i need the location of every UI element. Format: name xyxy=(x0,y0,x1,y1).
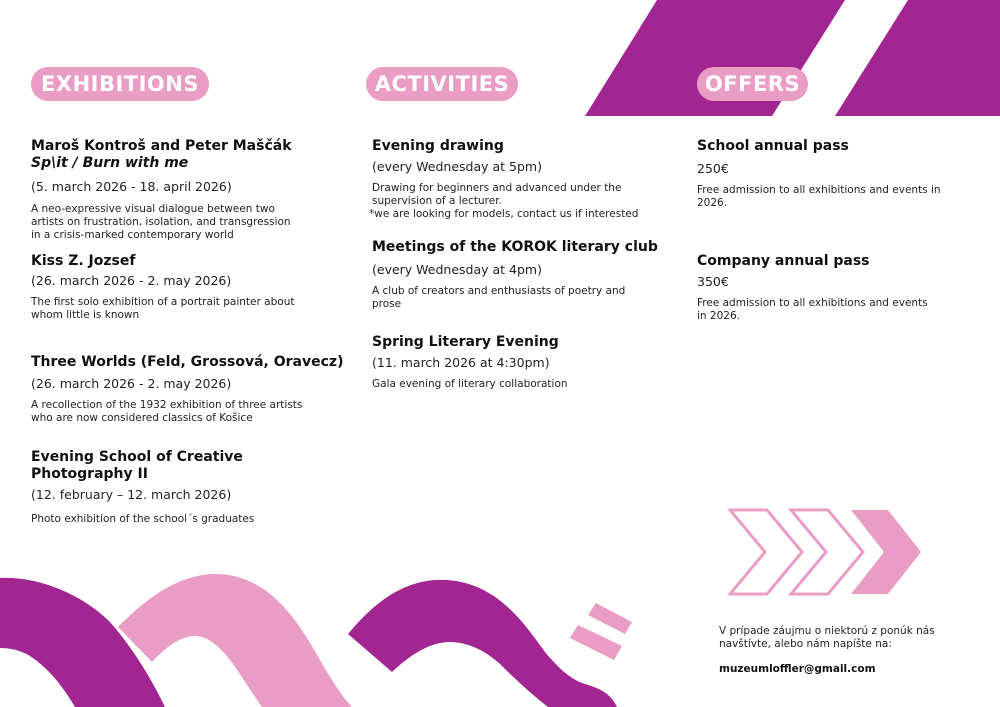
chevrons-icon xyxy=(730,510,921,594)
exhibition-desc-line: The first solo exhibition of a portrait painter about xyxy=(31,296,295,308)
activity-schedule: (every Wednesday at 5pm) xyxy=(372,159,542,174)
top-slant-right xyxy=(835,0,1000,116)
activity-schedule: (11. march 2026 at 4:30pm) xyxy=(372,355,550,370)
exhibition-title: Maroš Kontroš and Peter Maščák xyxy=(31,138,292,154)
activity-desc-line: prose xyxy=(372,298,402,310)
wave-segment-purple-right xyxy=(348,580,617,707)
exhibition-desc-line: in a crisis-marked contemporary world xyxy=(31,229,234,241)
activity-desc-line: Gala evening of literary collaboration xyxy=(372,378,568,390)
activity-title: Evening drawing xyxy=(372,138,504,154)
exhibitions-heading: EXHIBITIONS xyxy=(31,67,209,101)
exhibition-desc-line: whom little is known xyxy=(31,309,140,321)
offer-desc-line: Free admission to all exhibitions and events xyxy=(697,297,928,309)
exhibition-dates: (26. march 2026 - 2. may 2026) xyxy=(31,376,232,391)
contact-email-link[interactable]: muzeumloffler@gmail.com xyxy=(719,663,876,675)
exhibition-dates: (26. march 2026 - 2. may 2026) xyxy=(31,273,232,288)
exhibition-desc-line: A neo-expressive visual dialogue between two xyxy=(31,203,275,215)
exhibition-title: Three Worlds (Feld, Grossová, Oravecz) xyxy=(31,354,344,370)
activity-title: Spring Literary Evening xyxy=(372,334,559,350)
exhibition-title: Evening School of Creative xyxy=(31,449,243,465)
activities-heading: ACTIVITIES xyxy=(366,67,518,101)
stripe-bottom xyxy=(570,625,622,660)
offer-desc-line: 2026. xyxy=(697,197,728,209)
exhibition-dates: (5. march 2026 - 18. april 2026) xyxy=(31,179,232,194)
activity-schedule: (every Wednesday at 4pm) xyxy=(372,262,542,277)
contact-text-line: navštívte, alebo nám napíšte na: xyxy=(719,638,892,650)
activity-desc-line: supervision of a lecturer. xyxy=(372,195,502,207)
activity-desc-line: Drawing for beginners and advanced under the xyxy=(372,182,622,194)
contact-text-line: V prípade záujmu o niektorú z ponúk nás xyxy=(719,625,935,637)
exhibition-desc-line: who are now considered classics of Košice xyxy=(31,412,253,424)
exhibition-subtitle: Sp\it / Burn with me xyxy=(31,155,189,171)
wave-ribbon xyxy=(0,574,632,707)
offer-price: 350€ xyxy=(697,274,729,289)
offer-desc-line: in 2026. xyxy=(697,310,740,322)
stripe-top xyxy=(588,603,632,634)
offers-heading: OFFERS xyxy=(697,67,808,101)
exhibition-desc-line: artists on frustration, isolation, and transgression xyxy=(31,216,291,228)
exhibition-desc-line: A recollection of the 1932 exhibition of three artists xyxy=(31,399,303,411)
offer-title: Company annual pass xyxy=(697,253,870,269)
offer-desc-line: Free admission to all exhibitions and events in xyxy=(697,184,941,196)
exhibition-title: Kiss Z. Jozsef xyxy=(31,253,136,269)
activity-desc-line: *we are looking for models, contact us if interested xyxy=(369,208,639,220)
activity-desc-line: A club of creators and enthusiasts of poetry and xyxy=(372,285,626,297)
offer-title: School annual pass xyxy=(697,138,849,154)
exhibition-dates: (12. february – 12. march 2026) xyxy=(31,487,232,502)
exhibition-desc-line: Photo exhibition of the school´s graduates xyxy=(31,513,255,525)
exhibition-title: Photography II xyxy=(31,466,148,482)
activity-title: Meetings of the KOROK literary club xyxy=(372,239,658,255)
offer-price: 250€ xyxy=(697,161,729,176)
